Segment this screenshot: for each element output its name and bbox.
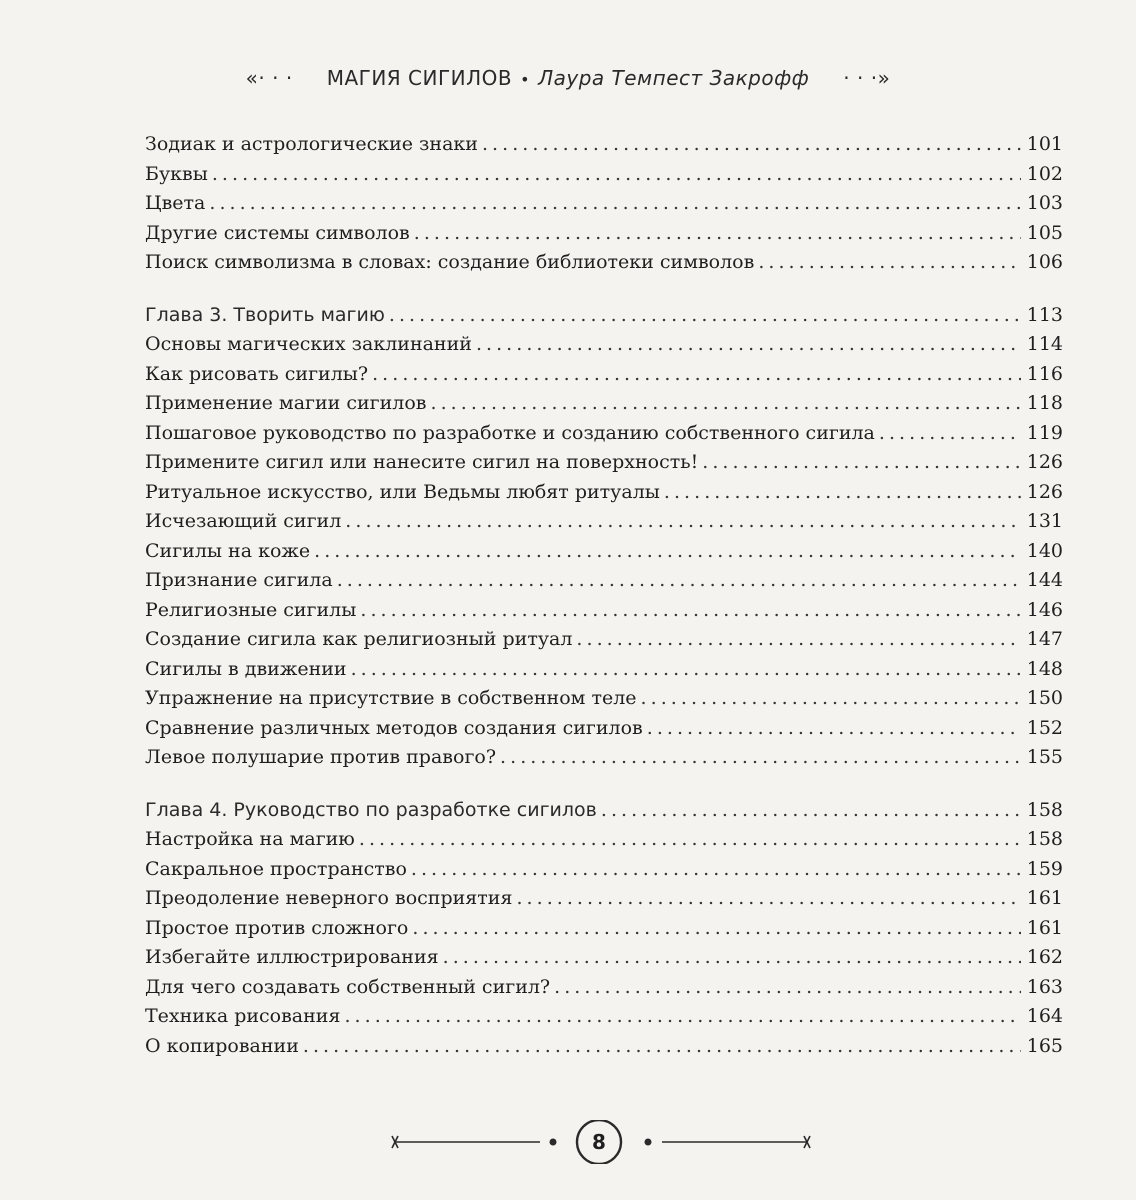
entry-page: 105: [1026, 221, 1063, 244]
toc-entry: [145, 884, 1063, 914]
entry-title: Сигилы на коже: [145, 539, 311, 562]
entry-title: Упражнение на присутствие в собственном теле: [145, 687, 637, 709]
dot-leader: [647, 714, 1021, 744]
entry-page: 126: [1026, 451, 1063, 473]
entry-page: 101: [1026, 133, 1063, 155]
dot-leader: [431, 389, 1022, 419]
entry-title: Преодоление неверного восприятия: [145, 887, 513, 909]
entry-title: Буквы: [145, 162, 208, 185]
toc-chapter-4-entries: [145, 825, 1063, 1061]
dot-leader: [389, 301, 1021, 331]
dot-leader: [212, 160, 1021, 190]
entry-title: Другие системы символов: [145, 221, 410, 244]
entry-title: Сигилы в движении: [145, 657, 347, 680]
entry-title: Примените сигил или нанесите сигил на поверхность!: [145, 451, 699, 473]
toc-chapter-3: [145, 301, 1063, 331]
entry-title: Простое против сложного: [145, 916, 409, 939]
toc-entry: [145, 360, 1063, 390]
toc-entry: [145, 825, 1063, 855]
toc-entry: [145, 537, 1063, 567]
dot-leader: [314, 537, 1021, 567]
toc-entry: [145, 684, 1063, 714]
arrow-left-ornament-icon: «· · ·: [245, 66, 293, 90]
entry-page: 131: [1026, 510, 1063, 532]
entry-page: 158: [1026, 828, 1063, 850]
entry-title: Как рисовать сигилы?: [145, 362, 369, 385]
entry-page: 140: [1026, 539, 1063, 562]
entry-page: 163: [1026, 975, 1063, 998]
table-of-contents: [145, 130, 1063, 1061]
header-separator: •: [520, 70, 531, 89]
entry-title: Сравнение различных методов создания сигилов: [145, 716, 643, 739]
toc-entry: [145, 566, 1063, 596]
chapter-title: Глава 4. Руководство по разработке сигилов: [145, 798, 597, 821]
entry-page: 126: [1026, 480, 1063, 503]
dot-leader: [344, 1002, 1021, 1032]
entry-title: Цвета: [145, 192, 206, 214]
book-title: МАГИЯ СИГИЛОВ: [326, 66, 513, 90]
dot-leader: [758, 248, 1021, 278]
dot-leader: [443, 943, 1021, 973]
page-footer: [0, 1120, 1136, 1164]
toc-entry: [145, 130, 1063, 160]
entry-page: 161: [1026, 887, 1063, 909]
entry-title: Для чего создавать собственный сигил?: [145, 975, 551, 998]
entry-title: Признание сигила: [145, 569, 333, 591]
toc-entry: [145, 478, 1063, 508]
footer-ornament-icon: [0, 1120, 1136, 1164]
entry-page: 114: [1026, 333, 1063, 355]
toc-entry: [145, 419, 1063, 449]
dot-leader: [641, 684, 1021, 714]
toc-entry: [145, 855, 1063, 885]
toc-entry: [145, 507, 1063, 537]
dot-leader: [360, 596, 1021, 626]
dot-leader: [576, 625, 1021, 655]
dot-leader: [411, 855, 1021, 885]
toc-entry: [145, 655, 1063, 685]
dot-leader: [359, 825, 1021, 855]
entry-title: Основы магических заклинаний: [145, 333, 472, 355]
entry-page: 106: [1026, 251, 1063, 273]
dot-leader: [476, 330, 1021, 360]
dot-leader: [351, 655, 1021, 685]
entry-page: 165: [1026, 1034, 1063, 1057]
arrow-right-ornament-icon: · · ·»: [843, 66, 891, 90]
entry-title: Настройка на магию: [145, 828, 355, 850]
dot-leader: [209, 189, 1021, 219]
dot-leader: [516, 884, 1021, 914]
entry-title: Левое полушарие против правого?: [145, 746, 497, 768]
entry-page: 144: [1026, 569, 1063, 591]
entry-title: Применение магии сигилов: [145, 392, 427, 414]
entry-page: 118: [1026, 392, 1063, 414]
entry-title: Избегайте иллюстрирования: [145, 946, 439, 968]
entry-page: 116: [1026, 362, 1063, 385]
dot-leader: [601, 796, 1021, 826]
toc-entry: [145, 219, 1063, 249]
toc-entry: [145, 714, 1063, 744]
toc-entry: [145, 160, 1063, 190]
entry-title: Исчезающий сигил: [145, 510, 342, 532]
dot-leader: [482, 130, 1021, 160]
entry-title: Ритуальное искусство, или Ведьмы любят ритуалы: [145, 480, 660, 503]
entry-title: О копировании: [145, 1034, 299, 1057]
book-author: Лаура Темпест Закрофф: [538, 66, 810, 90]
dot-leader: [345, 507, 1021, 537]
toc-entry: [145, 1002, 1063, 1032]
entry-page: 150: [1026, 687, 1063, 709]
entry-page: 161: [1026, 916, 1063, 939]
entry-page: 162: [1026, 946, 1063, 968]
dot-leader: [664, 478, 1021, 508]
toc-chapter-3-entries: [145, 330, 1063, 773]
entry-page: 155: [1026, 746, 1063, 768]
entry-page: 103: [1026, 192, 1063, 214]
entry-title: Поиск символизма в словах: создание библиотеки символов: [145, 251, 755, 273]
entry-page: 152: [1026, 716, 1063, 739]
dot-leader: [414, 219, 1021, 249]
entry-title: Создание сигила как религиозный ритуал: [145, 628, 573, 650]
toc-entry: [145, 596, 1063, 626]
toc-chapter-4: [145, 796, 1063, 826]
toc-entry: [145, 943, 1063, 973]
entry-page: 147: [1026, 628, 1063, 650]
chapter-page: 113: [1026, 303, 1063, 326]
toc-entry: [145, 189, 1063, 219]
entry-page: 164: [1026, 1005, 1063, 1027]
dot-leader: [879, 419, 1021, 449]
toc-entry: [145, 448, 1063, 478]
toc-entry: [145, 330, 1063, 360]
page-number: 8: [592, 1130, 606, 1154]
entry-title: Техника рисования: [145, 1005, 341, 1027]
dot-leader: [372, 360, 1021, 390]
dot-leader: [303, 1032, 1021, 1062]
entry-page: 148: [1026, 657, 1063, 680]
chapter-page: 158: [1026, 798, 1063, 821]
toc-entry: [145, 625, 1063, 655]
toc-entry: [145, 914, 1063, 944]
entry-title: Религиозные сигилы: [145, 598, 357, 621]
toc-entry: [145, 248, 1063, 278]
entry-title: Сакральное пространство: [145, 857, 407, 880]
entry-page: 102: [1026, 162, 1063, 185]
dot-leader: [337, 566, 1021, 596]
entry-title: Зодиак и астрологические знаки: [145, 133, 478, 155]
entry-page: 119: [1026, 421, 1063, 444]
entry-page: 159: [1026, 857, 1063, 880]
entry-page: 146: [1026, 598, 1063, 621]
dot-leader: [500, 743, 1021, 773]
toc-entry: [145, 973, 1063, 1003]
running-header: [0, 66, 1136, 90]
entry-title: Пошаговое руководство по разработке и созданию собственного сигила: [145, 421, 875, 444]
chapter-title: Глава 3. Творить магию: [145, 303, 385, 326]
dot-leader: [554, 973, 1021, 1003]
toc-section-continued: [145, 130, 1063, 278]
toc-entry: [145, 1032, 1063, 1062]
dot-leader: [412, 914, 1021, 944]
dot-leader: [702, 448, 1021, 478]
toc-entry: [145, 743, 1063, 773]
toc-entry: [145, 389, 1063, 419]
